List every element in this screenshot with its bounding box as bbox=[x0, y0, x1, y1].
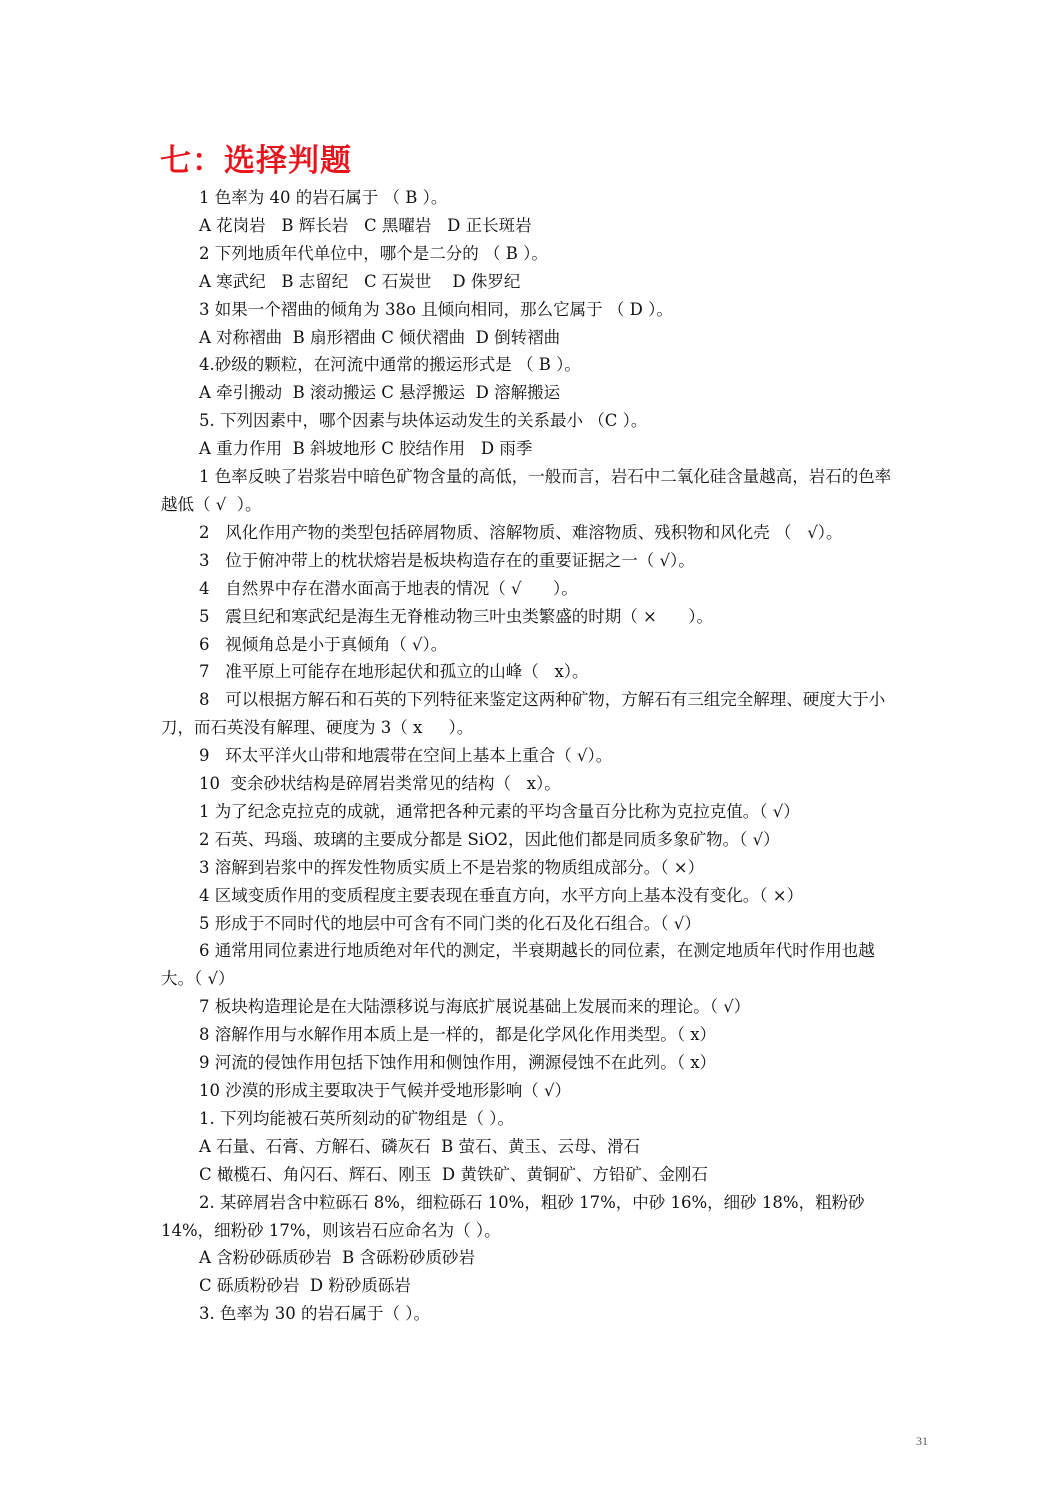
judgment-item: 2 石英、玛瑙、玻璃的主要成分都是 SiO2，因此他们都是同质多象矿物。（ √） bbox=[199, 829, 780, 849]
answer-options: A 花岗岩 B 辉长岩 C 黑曜岩 D 正长斑岩 bbox=[199, 215, 532, 235]
judgment-item: 5 形成于不同时代的地层中可含有不同门类的化石及化石组合。（ √） bbox=[199, 913, 701, 933]
question-text: 2 下列地质年代单位中，哪个是二分的 （ B ）。 bbox=[199, 243, 548, 263]
answer-options: A 重力作用 B 斜坡地形 C 胶结作用 D 雨季 bbox=[199, 439, 533, 459]
judgment-item: 5 震旦纪和寒武纪是海生无脊椎动物三叶虫类繁盛的时期（ × ）。 bbox=[199, 606, 714, 626]
judgment-item: 9 环太平洋火山带和地震带在空间上基本上重合（ √）。 bbox=[199, 746, 613, 766]
judgment-item: 3 溶解到岩浆中的挥发性物质实质上不是岩浆的物质组成部分。（ ×） bbox=[199, 857, 705, 877]
question-text: 3. 色率为 30 的岩石属于（ ）。 bbox=[199, 1304, 430, 1324]
question-text: 4.砂级的颗粒，在河流中通常的搬运形式是 （ B ）。 bbox=[199, 355, 581, 375]
document-body bbox=[161, 184, 906, 1328]
judgment-item: 1 为了纪念克拉克的成就，通常把各种元素的平均含量百分比称为克拉克值。（ √） bbox=[199, 801, 800, 821]
judgment-item: 9 河流的侵蚀作用包括下蚀作用和侧蚀作用，溯源侵蚀不在此列。（ x） bbox=[199, 1053, 717, 1073]
judgment-item: 1 色率反映了岩浆岩中暗色矿物含量的高低，一般而言，岩石中二氧化硅含量越高，岩石的色率越低（ √ ）。 bbox=[161, 467, 892, 514]
judgment-item: 2 风化作用产物的类型包括碎屑物质、溶解物质、难溶物质、残积物和风化壳 （ √）。 bbox=[199, 522, 843, 542]
judgment-item: 8 溶解作用与水解作用本质上是一样的，都是化学风化作用类型。（ x） bbox=[199, 1025, 717, 1045]
answer-options: A 对称褶曲 B 扇形褶曲 C 倾伏褶曲 D 倒转褶曲 bbox=[199, 327, 561, 347]
question-text: 1. 下列均能被石英所刻动的矿物组是（ ）。 bbox=[199, 1108, 514, 1128]
judgment-item: 4 自然界中存在潜水面高于地表的情况（ √ ）。 bbox=[199, 578, 578, 598]
answer-options: A 寒武纪 B 志留纪 C 石炭世 D 侏罗纪 bbox=[199, 271, 521, 291]
judgment-item: 10 沙漠的形成主要取决于气候并受地形影响（ √） bbox=[199, 1081, 571, 1100]
section-heading: 七：选择判题 bbox=[160, 143, 352, 179]
judgment-item: 8 可以根据方解石和石英的下列特征来鉴定这两种矿物，方解石有三组完全解理、硬度大于小刀，而石英没有解理、硬度为 3（ x ）。 bbox=[161, 690, 886, 738]
answer-options: A 牵引搬动 B 滚动搬运 C 悬浮搬运 D 溶解搬运 bbox=[199, 383, 561, 403]
answer-options: C 橄榄石、角闪石、辉石、刚玉 D 黄铁矿、黄铜矿、方铅矿、金刚石 bbox=[199, 1164, 708, 1184]
question-text: 5. 下列因素中，哪个因素与块体运动发生的关系最小 （C ）。 bbox=[199, 411, 648, 431]
judgment-item: 6 通常用同位素进行地质绝对年代的测定，半衰期越长的同位素，在测定地质年代时作用也越大。（ √） bbox=[161, 941, 875, 989]
judgment-item: 6 视倾角总是小于真倾角（ √）。 bbox=[199, 634, 448, 654]
question-text: 1 色率为 40 的岩石属于 （ B ）。 bbox=[199, 188, 448, 207]
answer-options: A 含粉砂砾质砂岩 B 含砾粉砂质砂岩 bbox=[199, 1248, 476, 1268]
answer-options: A 石量、石膏、方解石、磷灰石 B 萤石、黄玉、云母、滑石 bbox=[199, 1136, 641, 1156]
judgment-item: 10 变余砂状结构是碎屑岩类常见的结构（ x）。 bbox=[199, 774, 561, 794]
question-text: 3 如果一个褶曲的倾角为 38o 且倾向相同，那么它属于 （ D ）。 bbox=[199, 299, 673, 319]
answer-options: C 砾质粉砂岩 D 粉砂质砾岩 bbox=[199, 1276, 411, 1296]
question-text: 2. 某碎屑岩含中粒砾石 8%，细粒砾石 10%，粗砂 17%，中砂 16%，细砂 18%，粗粉砂 14%，细粉砂 17%，则该岩石应命名为（ ）。 bbox=[161, 1192, 870, 1240]
judgment-item: 4 区域变质作用的变质程度主要表现在垂直方向，水平方向上基本没有变化。（ ×） bbox=[199, 885, 804, 905]
page-number: 31 bbox=[916, 1434, 928, 1448]
judgment-item: 7 准平原上可能存在地形起伏和孤立的山峰（ x）。 bbox=[199, 662, 589, 682]
judgment-item: 3 位于俯冲带上的枕状熔岩是板块构造存在的重要证据之一（ √）。 bbox=[199, 550, 695, 570]
judgment-item: 7 板块构造理论是在大陆漂移说与海底扩展说基础上发展而来的理论。（ √） bbox=[199, 997, 751, 1017]
